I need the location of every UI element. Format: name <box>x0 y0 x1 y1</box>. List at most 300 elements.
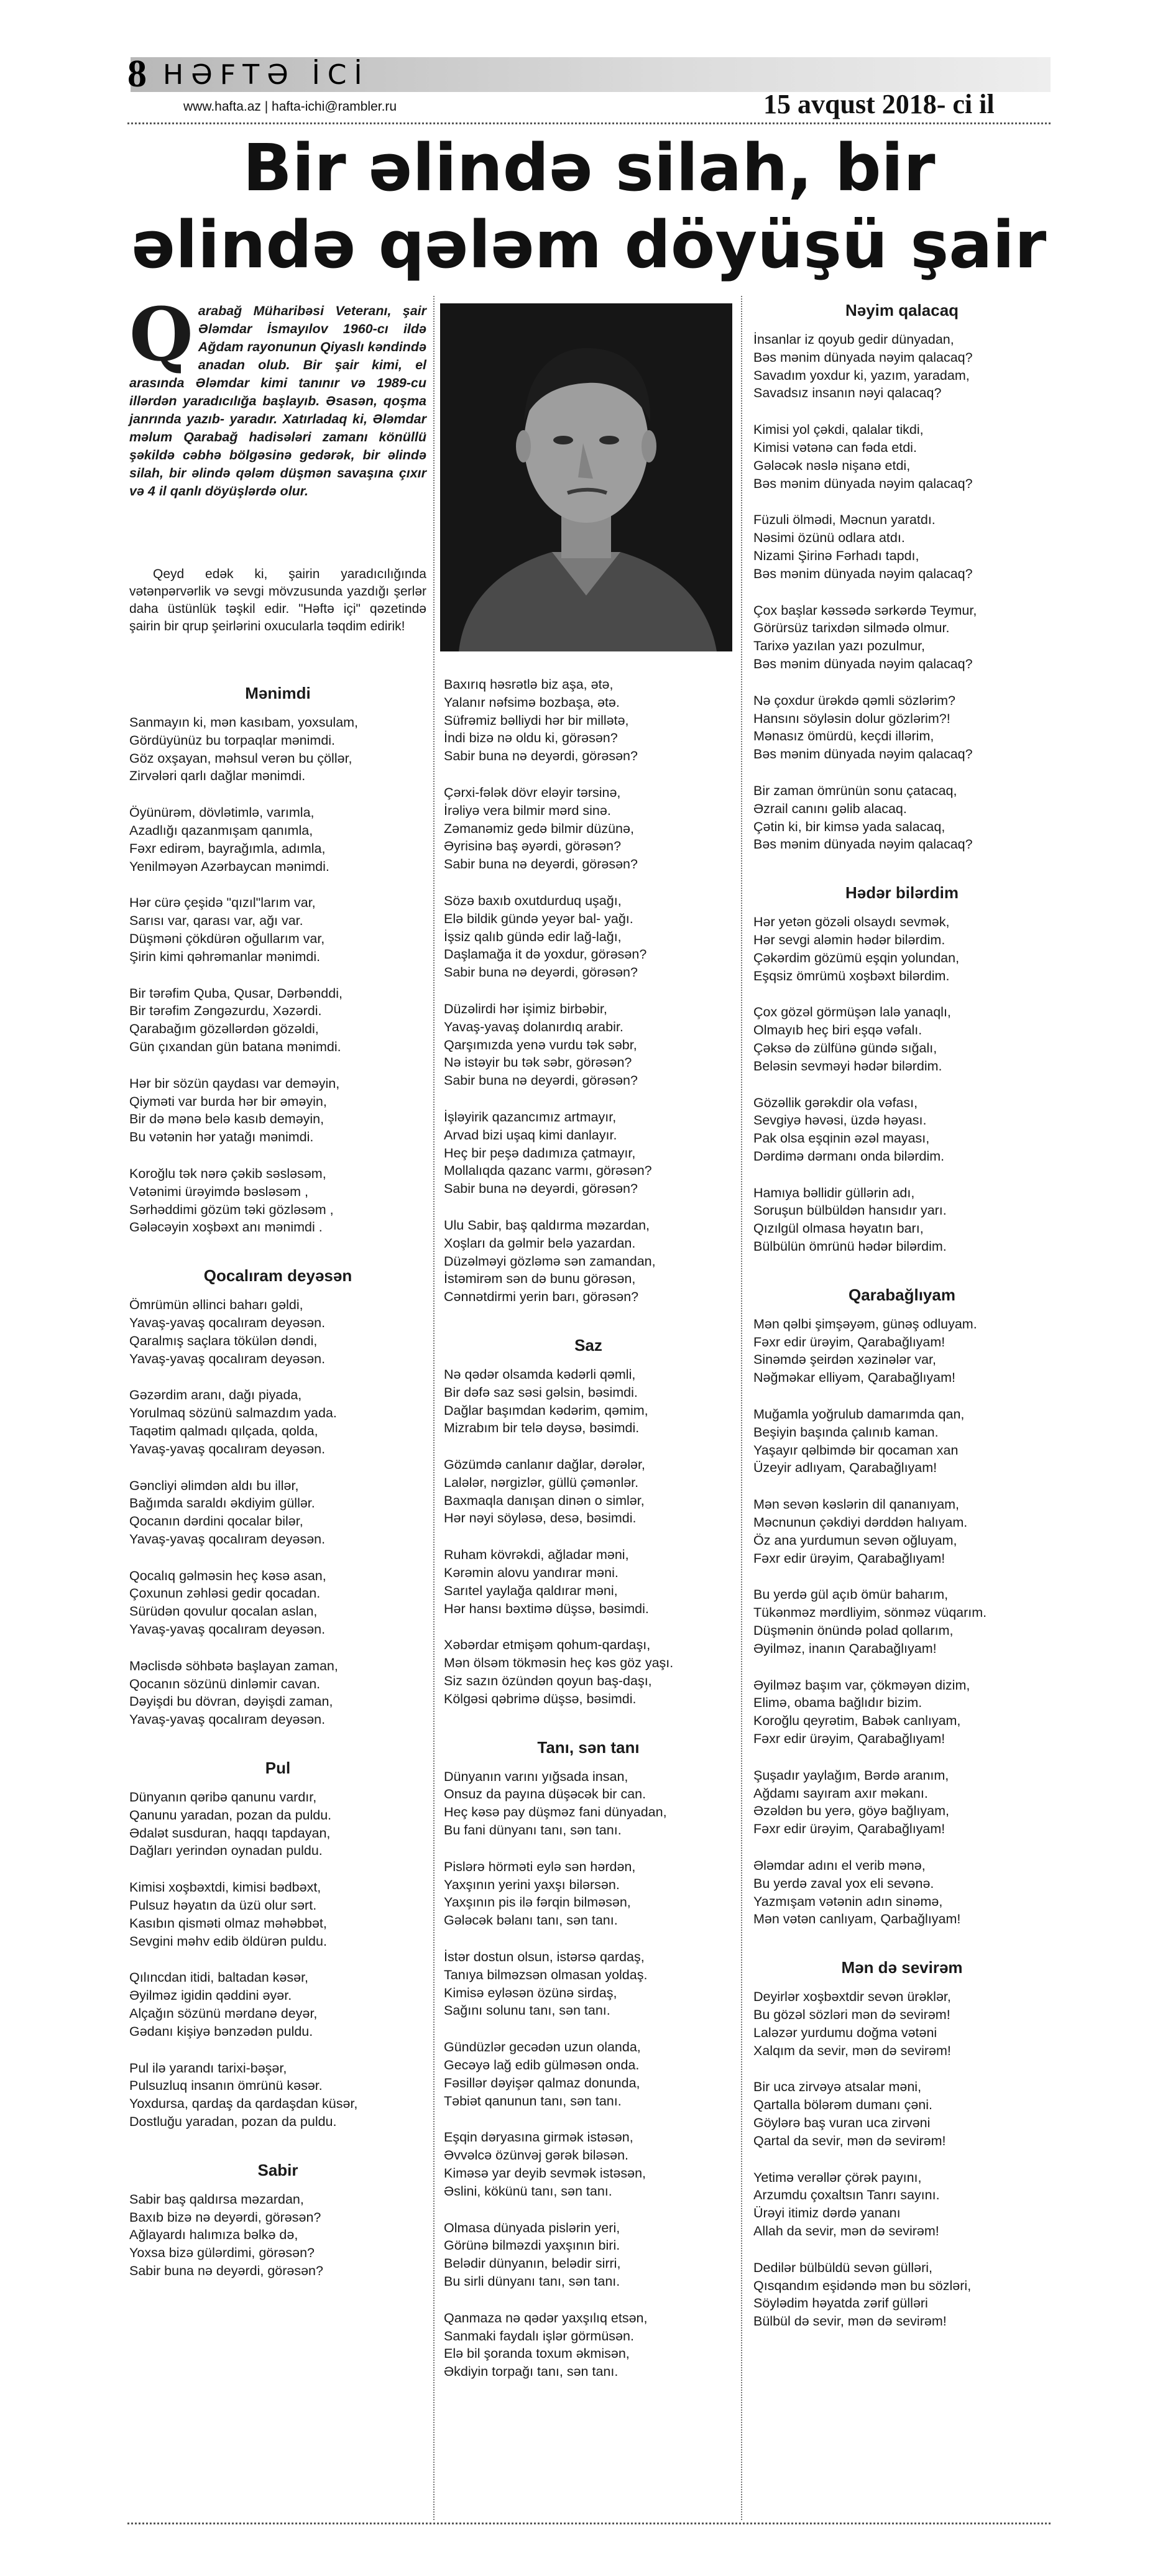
verse-line: Yaxşının pis ilə fərqin bilməsən, <box>444 1895 631 1910</box>
verse-line: İstər dostun olsun, istərsə qardaş, <box>444 1949 645 1965</box>
poem-gap <box>129 2131 426 2160</box>
stanza <box>129 1296 426 1368</box>
stanza <box>129 714 426 785</box>
stanza <box>444 2038 733 2110</box>
verse-line: Hər bir sözün qaydası var deməyin, <box>129 1075 340 1091</box>
verse-line: Yoxdursa, qardaş da qardaşdan küsər, <box>129 2096 358 2112</box>
verse-line: Hər hansı bəxtimə düşsə, bəsimdi. <box>444 1601 649 1616</box>
verse-line: Söylədim həyatda zərif gülləri <box>753 2296 928 2311</box>
poem-gap <box>129 1236 426 1265</box>
verse-line: Hamıya bəllidir güllərin adı, <box>753 1185 915 1200</box>
poem-title: Hədər bilərdim <box>845 883 959 903</box>
verse-line: Yetimə verəllər çörək payını, <box>753 2169 922 2185</box>
verse-line: Düşməni çökdürən oğullarım var, <box>129 931 325 946</box>
verse-line: Taqətim qalmadı qılçada, qolda, <box>129 1423 318 1438</box>
stanza <box>129 1657 426 1729</box>
verse-line: Qarabağım gözəllərdən gözəldi, <box>129 1021 319 1037</box>
verse-line: Çox gözəl görmüşən lalə yanaqlı, <box>753 1005 951 1020</box>
portrait-icon <box>440 303 732 651</box>
stanza <box>444 1768 733 1839</box>
verse-line: Baxırıq həsrətlə biz aşa, ətə, <box>444 677 614 692</box>
stanza <box>753 1496 1051 1567</box>
verse-line: Allah da sevir, mən də sevirəm! <box>753 2223 939 2238</box>
poem <box>129 2160 426 2280</box>
poem-gap <box>444 1708 733 1737</box>
stanza <box>129 1567 426 1639</box>
intro-text: arabağ Müharibəsi Veteranı, şair Ələmdar İsmayılov 1960-cı ildə Ağdam rayonunun Qiyaslı kəndində anadan olub. Bir şair kimi, el arasında Ələmdar kimi tanınır və 1989-cu illərdən yaradıcılığa başlayıb. Əsasən, qoşma janrında yazıb- yaradır. Xatırladaq ki, Ələmdar məlum Qarabağ hadisələri zamanı könüllü şəkildə cəbhə bölgəsinə gedərək, bir əlində silah, bir əlində qələm düşmən savaşına çıxır və 4 il qanlı döyüşlərdə olur. <box>129 303 426 499</box>
verse-line: Nə istəyir bu tək səbr, görəsən? <box>444 1055 632 1070</box>
verse-line: Pulsuz həyatın da üzü olur sərt. <box>129 1898 317 1913</box>
verse-line: Belədir dünyanın, belədir sirri, <box>444 2256 621 2271</box>
verse-line: Baxıb bizə nə deyərdi, görəsən? <box>129 2209 321 2225</box>
masthead: HƏFTƏ İCİ <box>163 59 370 91</box>
stanza <box>129 1788 426 1860</box>
verse-line: Sarıtel yaylağa qaldırar məni, <box>444 1583 618 1598</box>
verse-line: Ağdamı sayıram axır məkanı. <box>753 1785 928 1801</box>
stanza <box>753 1405 1051 1477</box>
verse-line: Şirin kimi qəhrəmanlar mənimdi. <box>129 949 321 964</box>
stanza <box>753 1586 1051 1657</box>
verse-line: Dəyişdi bu dövran, dəyişdi zaman, <box>129 1694 333 1709</box>
verse-line: Fəxr edir ürəyim, Qarabağlıyam! <box>753 1550 945 1566</box>
verse-line: Görürsüz tarixdən silmədə olmur. <box>753 620 950 636</box>
verse-line: Yaşayır qəlbimdə bir qocaman xan <box>753 1442 959 1458</box>
verse-line: Gördüyünüz bu torpaqlar mənimdi. <box>129 732 336 748</box>
verse-line: Dağları yerindən oynadan puldu. <box>129 1843 323 1859</box>
verse-line: Sevgiyə həvəsi, üzdə həyası. <box>753 1113 927 1128</box>
poem-gap <box>129 1729 426 1757</box>
poem-gap <box>753 853 1051 882</box>
verse-line: Ələmdar adını el verib mənə, <box>753 1858 926 1873</box>
verse-line: Yazmışam vətənin adın sinəmə, <box>753 1893 943 1909</box>
verse-line: Çərxi-fələk dövr eləyir tərsinə, <box>444 784 621 800</box>
verse-line: Əzəldən bu yerə, göyə bağlıyam, <box>753 1803 949 1819</box>
verse-line: Bəs mənim dünyada nəyim qalacaq? <box>753 747 973 762</box>
poem-gap <box>444 1306 733 1335</box>
verse-line: Çoxunun zəhləsi gedir qocadan. <box>129 1586 321 1601</box>
verse-line: Qılıncdan itidi, baltadan kəsər, <box>129 1970 309 1985</box>
verse-line: Bəs mənim dünyada nəyim qalacaq? <box>753 349 973 365</box>
verse-line: Ürəyi itimiz dərdə yananı <box>753 2206 901 2221</box>
verse-line: Muğamla yoğrulub damarımda qan, <box>753 1407 965 1422</box>
verse-line: Fəxr edirəm, bayrağımla, adımla, <box>129 840 326 856</box>
verse-line: Sabir buna nə deyərdi, görəsən? <box>444 857 638 872</box>
verse-line: Elə bil şoranda toxum əkmisən, <box>444 2346 630 2362</box>
verse-line: Tanıya bilməzsən olmasan yoldaş. <box>444 1967 648 1982</box>
verse-line: Düzəlməyi gözləmə sən zamandan, <box>444 1253 656 1269</box>
verse-line: Dağlar başımdan kədərim, qəmim, <box>444 1402 648 1418</box>
verse-line: Kasıbın qisməti olmaz məhəbbət, <box>129 1915 327 1931</box>
verse-line: Daşlamağa it də yoxdur, görəsən? <box>444 947 647 962</box>
issue-date: 15 avqust 2018- ci il <box>763 89 995 119</box>
verse-line: Çətin ki, bir kimsə yada salacaq, <box>753 819 945 834</box>
verse-line: Laləzər yurdumu doğma vətəni <box>753 2025 937 2040</box>
verse-line: Əvvəlcə özünvəj gərək biləsən. <box>444 2148 629 2163</box>
poem <box>753 1284 1051 1928</box>
verse-line: Dünyanın varını yığsada insan, <box>444 1769 628 1784</box>
verse-line: Savadım yoxdur ki, yazım, yaradam, <box>753 367 970 383</box>
poem-title: Pul <box>265 1759 291 1778</box>
stanza <box>753 2169 1051 2240</box>
stanza <box>753 602 1051 673</box>
verse-line: Bəs mənim dünyada nəyim qalacaq? <box>753 837 973 852</box>
verse-line: Görünə bilməzdi yaxşının biri. <box>444 2238 620 2253</box>
verse-line: Bir də mənə belə kasıb deməyin, <box>129 1111 324 1127</box>
verse-line: Mən sevən kəslərin dil qananıyam, <box>753 1497 960 1512</box>
verse-line: Mən qəlbi şimşəyəm, günəş odluyam. <box>753 1316 977 1332</box>
verse-line: İnsanlar iz qoyub gedir dünyadan, <box>753 332 954 347</box>
poem-title: Sabir <box>257 2160 298 2179</box>
verse-line: Alçağın sözünü mərdanə deyər, <box>129 2006 318 2022</box>
stanza <box>129 1075 426 1146</box>
stanza <box>444 676 733 765</box>
poem-gap <box>753 1928 1051 1957</box>
stanza <box>444 1000 733 1090</box>
verse-line: Arzumdu çoxaltsın Tanrı sayını. <box>753 2187 940 2203</box>
stanza <box>753 782 1051 853</box>
verse-line: Xoşları da gəlmir belə yazardan. <box>444 1235 636 1251</box>
verse-line: Yavaş-yavaş qocalıram deyəsən. <box>129 1441 326 1456</box>
verse-line: Əyilməz başım var, çökməyən dizim, <box>753 1677 970 1693</box>
verse-line: Qaralmış saçlara tökülən dəndi, <box>129 1333 318 1348</box>
verse-line: Çəkərdim gözümü eşqin yolundan, <box>753 950 960 965</box>
verse-line: Gədanı kişiyə bənzədən puldu. <box>129 2023 313 2039</box>
verse-line: Dərdimə dərmanı onda bilərdim. <box>753 1148 945 1164</box>
poem-title: Tanı, sən tanı <box>537 1737 640 1757</box>
verse-line: Bir uca zirvəyə atsalar məni, <box>753 2079 922 2095</box>
verse-line: Yavaş-yavaş qocalıram deyəsən. <box>129 1622 326 1637</box>
stanza <box>129 985 426 1056</box>
poem-gap <box>753 1256 1051 1284</box>
verse-line: Dünyanın qəribə qanunu vardır, <box>129 1790 317 1805</box>
stanza <box>444 2128 733 2200</box>
stanza <box>753 2259 1051 2330</box>
verse-line: Nəsimi özünü odlara atdı. <box>753 530 905 546</box>
stanza <box>444 1948 733 2020</box>
verse-line: Gündüzlər gecədən uzun olanda, <box>444 2040 641 2055</box>
stanza <box>444 1217 733 1306</box>
verse-line: Zəmanəmiz gedə bilmir düzünə, <box>444 821 634 836</box>
verse-line: Nə qədər olsamda kədərli qəmli, <box>444 1366 636 1382</box>
verse-line: Koroğlu qeyrətim, Babək canlıyam, <box>753 1713 961 1729</box>
verse-line: Əslini, kökünü tanı, sən tanı. <box>444 2183 612 2199</box>
verse-line: Kimisə eyləsən özünə sirdaş, <box>444 1985 617 2000</box>
verse-line: Yavaş-yavaş qocalıram deyəsən. <box>129 1351 326 1366</box>
verse-line: Gün çıxandan gün batana mənimdi. <box>129 1039 341 1054</box>
verse-line: Bülbül də sevir, mən də sevirəm! <box>753 2314 947 2329</box>
verse-line: Əyrisinə baş əyərdi, görəsən? <box>444 839 622 854</box>
editor-note: Qeyd edək ki, şairin yaradıcılığında vətənpərvərlik və sevgi mövzusunda yazdığı şerlər daha üstünlük təşkil edir. "Həftə içi" qəzetində şairin bir qrup şeirlərini oxucularla təqdim edirik! <box>129 567 426 633</box>
poem-title: Nəyim qalacaq <box>845 301 959 320</box>
verse-line: Tarixə yazılan yazı pozulmur, <box>753 638 926 654</box>
poem <box>129 683 426 1236</box>
verse-line: Hansını söyləsin dolur gözlərim?! <box>753 711 950 726</box>
verse-line: Xəbərdar etmişəm qohum-qardaşı, <box>444 1637 651 1653</box>
verse-line: Bir zaman ömrünün sonu çatacaq, <box>753 783 957 798</box>
verse-line: Üzeyir adlıyam, Qarabağlıyam! <box>753 1460 937 1476</box>
stanza <box>129 894 426 965</box>
poem-title: Mən də sevirəm <box>841 1958 963 1977</box>
verse-line: Bir tərəfim Quba, Qusar, Dərbənddi, <box>129 985 343 1001</box>
page-number: 8 <box>127 53 147 95</box>
verse-line: Sanmaki faydalı işlər görmüsən. <box>444 2328 634 2344</box>
headline-line-1: Bir əlində silah, bir <box>242 130 936 206</box>
verse-line: Sabir buna nə deyərdi, görəsən? <box>444 965 638 980</box>
verse-line: Bu fani dünyanı tanı, sən tanı. <box>444 1823 622 1838</box>
verse-line: Pislərə hörməti eylə sən hərdən, <box>444 1859 636 1874</box>
verse-line: Sərhəddimi gözüm təki gözləsəm , <box>129 1202 334 1217</box>
stanza <box>753 1767 1051 1838</box>
verse-line: Məclisdə söhbətə başlayan zaman, <box>129 1658 338 1673</box>
verse-line: Qısqandım eşidəndə mən bu sözləri, <box>753 2278 972 2293</box>
verse-line: Beləsin sevməyi hədər bilərdim. <box>753 1058 942 1074</box>
verse-line: Yavaş-yavaş dolanırdıq arabir. <box>444 1019 623 1034</box>
verse-line: Sağını solunu tanı, sən tanı. <box>444 2003 610 2018</box>
verse-line: Gözəllik gərəkdir ola vəfası, <box>753 1095 918 1110</box>
verse-line: Sabir buna nə deyərdi, görəsən? <box>444 748 638 764</box>
intro-paragraph <box>129 291 426 500</box>
verse-line: Siz sazın özündən qoyun baş-daşı, <box>444 1673 652 1689</box>
verse-line: Kimisi xoşbəxtdi, kimisi bədbəxt, <box>129 1880 321 1895</box>
verse-line: Nəğməkar elliyəm, Qarabağlıyam! <box>753 1370 956 1386</box>
author-portrait <box>440 303 732 651</box>
stanza <box>444 2309 733 2381</box>
stanza <box>444 892 733 982</box>
stanza <box>753 1857 1051 1928</box>
verse-line: Məcnunun çəkdiyi dərddən halıyam. <box>753 1515 968 1530</box>
verse-line: Elə bildik gündə yeyər bal- yağı. <box>444 911 633 926</box>
verse-line: Gəzərdim aranı, dağı piyada, <box>129 1387 302 1403</box>
verse-line: Öyünürəm, dövlətimlə, varımla, <box>129 805 315 821</box>
verse-line: İrəliyə vera bilmir mərd sinə. <box>444 803 611 818</box>
verse-line: Bu yerdə gül açıb ömür baharım, <box>753 1587 949 1603</box>
poem <box>129 1757 426 2131</box>
poem-title: Qocalıram deyəsən <box>203 1266 352 1286</box>
verse-line: Sabir baş qaldırsa məzardan, <box>129 2191 304 2207</box>
verse-line: Bəs mənim dünyada nəyim qalacaq? <box>753 656 973 671</box>
verse-line: Əyilməz, inanın Qarabağlıyam! <box>753 1640 937 1656</box>
verse-line: Gəncliyi əlimdən aldı bu illər, <box>129 1478 299 1493</box>
verse-line: Kölgəsi qəbrimə düşsə, bəsimdi. <box>444 1691 637 1706</box>
verse-line: Olmayıb heç biri eşqə vəfalı. <box>753 1023 922 1038</box>
poem <box>444 676 733 1306</box>
verse-line: Çəksə də zülfünə gündə sığalı, <box>753 1040 937 1056</box>
poem <box>129 1265 426 1729</box>
verse-line: Ağlayardı halımıza bəlkə də, <box>129 2227 298 2243</box>
verse-line: Şuşadır yaylağım, Bərdə aranım, <box>753 1767 949 1783</box>
verse-line: İndi bizə nə oldu ki, görəsən? <box>444 730 618 746</box>
stanza <box>444 1858 733 1930</box>
verse-line: Qızılgül olmasa həyatın barı, <box>753 1221 924 1236</box>
verse-line: Nizami Şirinə Fərhadı tapdı, <box>753 548 919 563</box>
stanza <box>129 1165 426 1236</box>
stanza <box>444 2219 733 2291</box>
verse-line: Bu sirli dünyanı tanı, sən tanı. <box>444 2273 620 2289</box>
bottom-divider <box>127 2523 1051 2524</box>
verse-line: Göz oxşayan, məhsul verən bu çöllər, <box>129 750 352 766</box>
stanza <box>753 1094 1051 1166</box>
verse-line: Xalqım da sevir, mən də sevirəm! <box>753 2043 951 2058</box>
verse-line: Pul ilə yarandı tarixi-bəşər, <box>129 2060 287 2076</box>
verse-line: Bu vətənin hər yatağı mənimdi. <box>129 1129 314 1145</box>
stanza <box>129 1386 426 1458</box>
verse-line: Dedilər bülbüldü sevən gülləri, <box>753 2260 933 2275</box>
stanza <box>444 1546 733 1617</box>
separator: | <box>264 99 272 114</box>
verse-line: Bülbülün ömrünü hədər bilərdim. <box>753 1239 947 1254</box>
verse-line: Elimə, obama bağlıdır bizim. <box>753 1695 922 1711</box>
stanza <box>753 1315 1051 1387</box>
verse-line: Qartal da sevir, mən də sevirəm! <box>753 2133 946 2148</box>
verse-line: Yoxsa bizə gülərdimi, görəsən? <box>129 2245 315 2261</box>
stanza <box>753 1184 1051 1256</box>
verse-line: Mən vətən canlıyam, Qarbağlıyam! <box>753 1911 961 1927</box>
poem <box>753 300 1051 853</box>
verse-line: Sabir buna nə deyərdi, görəsən? <box>129 2263 323 2278</box>
stanza <box>753 421 1051 492</box>
verse-line: Cənnətdirmi yerin barı, görəsən? <box>444 1289 639 1305</box>
verse-line: Gələcək nəslə nişanə etdi, <box>753 458 911 473</box>
verse-line: Yavaş-yavaş qocalıram deyəsən. <box>129 1315 326 1330</box>
column-rule-1 <box>433 296 435 2520</box>
stanza <box>129 2059 426 2131</box>
verse-line: Bir tərəfim Zəngəzurdu, Xəzərdi. <box>129 1003 322 1019</box>
poem-title: Qarabağlıyam <box>849 1285 955 1304</box>
verse-line: Füzuli ölmədi, Məcnun yaratdı. <box>753 512 936 528</box>
verse-line: Təbiət qanunun tanı, sən tanı. <box>444 2093 622 2109</box>
verse-line: Göylərə baş vuran uca zirvəni <box>753 2115 931 2130</box>
verse-line: Yalanır nəfsimə bozbaşa, ətə. <box>444 694 620 710</box>
verse-line: Qocanın dərdini qocalar bilər, <box>129 1514 303 1529</box>
stanza <box>753 331 1051 402</box>
stanza <box>753 913 1051 985</box>
verse-line: Mən ölsəm tökməsin heç kəs göz yaşı. <box>444 1655 674 1671</box>
verse-line: İstəmirəm sən də bunu görəsən, <box>444 1271 636 1287</box>
verse-line: Hər sevgi aləmin hədər bilərdim. <box>753 932 945 947</box>
verse-line: Deyirlər xoşbəxtdir sevən ürəklər, <box>753 1989 951 2005</box>
stanza <box>753 511 1051 582</box>
stanza <box>444 1108 733 1198</box>
column-1 <box>129 683 426 2280</box>
verse-line: Arvad bizi uşaq kimi danlayır. <box>444 1127 617 1143</box>
verse-line: Qiyməti var burda hər bir əməyin, <box>129 1093 327 1109</box>
verse-line: Gecəyə lağ edib gülməsən onda. <box>444 2058 640 2073</box>
column-rule-2 <box>741 296 742 2520</box>
top-divider <box>127 122 1051 124</box>
stanza <box>444 784 733 873</box>
verse-line: Qocalıq gəlməsin heç kəsə asan, <box>129 1568 326 1583</box>
verse-line: Qanunu yaradan, pozan da puldu. <box>129 1807 332 1823</box>
verse-line: Yorulmaq sözünü salmazdım yada. <box>129 1405 337 1421</box>
verse-line: Bağımda saraldı əkdiyim güllər. <box>129 1496 315 1511</box>
verse-line: Eşqsiz ömrümü xoşbəxt bilərdim. <box>753 968 950 983</box>
stanza <box>444 1366 733 1437</box>
verse-line: Nə çoxdur ürəkdə qəmli sözlərim? <box>753 692 956 708</box>
stanza <box>753 1003 1051 1075</box>
verse-line: Mollalıqda qazanc varmı, görəsən? <box>444 1163 652 1179</box>
stanza <box>129 2191 426 2280</box>
verse-line: Kimisi yol çəkdi, qalalar tikdi, <box>753 422 924 438</box>
verse-line: Zirvələri qarlı dağlar mənimdi. <box>129 768 306 784</box>
poem <box>753 882 1051 1256</box>
verse-line: Əyilməz igidin qəddini əyər. <box>129 1988 292 2003</box>
stanza <box>129 1879 426 1950</box>
stanza <box>444 1456 733 1527</box>
verse-line: Yenilməyən Azərbaycan mənimdi. <box>129 858 329 874</box>
verse-line: Heç bir peşə dadımıza çatmayır, <box>444 1145 636 1161</box>
stanza <box>444 1636 733 1708</box>
column-2 <box>444 676 733 2381</box>
stanza <box>129 1477 426 1548</box>
verse-line: Kərəmin alovu yandırar məni. <box>444 1565 619 1581</box>
verse-line: Eşqin dəryasına girmək istəsən, <box>444 2130 633 2145</box>
verse-line: Fəxr edir ürəyim, Qarabağlıyam! <box>753 1334 945 1350</box>
verse-line: Dostluğu yaradan, pozan da puldu. <box>129 2114 337 2130</box>
verse-line: Beşiyin başında çalınıb kaman. <box>753 1424 939 1440</box>
verse-line: Bəs mənim dünyada nəyim qalacaq? <box>753 566 973 581</box>
verse-line: Olmasa dünyada pislərin yeri, <box>444 2220 620 2235</box>
verse-line: Qarşımızda yenə vurdu tək səbr, <box>444 1037 637 1052</box>
email-link[interactable]: hafta-ichi@rambler.ru <box>272 99 397 114</box>
site-link[interactable]: www.hafta.az <box>183 99 261 114</box>
verse-line: Çox başlar kəssədə sərkərdə Teymur, <box>753 602 977 618</box>
verse-line: Fəsillər dəyişər qalmaz donunda, <box>444 2075 640 2091</box>
verse-line: Sürüdən qovulur qocalan aslan, <box>129 1604 318 1619</box>
verse-line: Əzrail canını gəlib alacaq. <box>753 801 907 816</box>
verse-line: Qanmaza nə qədər yaxşılıq etsən, <box>444 2310 648 2325</box>
verse-line: Azadlığı qazanmışam qanımla, <box>129 822 313 838</box>
verse-line: Vətənimi ürəyimdə bəsləsəm , <box>129 1184 308 1199</box>
verse-line: Baxmaqla danışan dinən o simlər, <box>444 1493 645 1508</box>
verse-line: Gələcək bəlanı tanı, sən tanı. <box>444 1913 618 1928</box>
verse-line: Bəs mənim dünyada nəyim qalacaq? <box>753 476 973 491</box>
verse-line: Koroğlu tək nərə çəkib səsləsəm, <box>129 1166 326 1181</box>
stanza <box>753 1988 1051 2059</box>
verse-line: Heç kəsə pay düşməz fani dünyadan, <box>444 1805 667 1820</box>
verse-line: Fəxr edir ürəyim, Qarabağlıyam! <box>753 1731 945 1747</box>
verse-line: Qocanın sözünü dinləmir cavan. <box>129 1676 321 1691</box>
stanza <box>753 692 1051 763</box>
verse-line: Ömrümün əllinci baharı gəldi, <box>129 1297 303 1313</box>
verse-line: Sinəmdə şeirdən xəzinələr var, <box>753 1352 936 1368</box>
verse-line: Bir dəfə saz səsi gəlsin, bəsimdi. <box>444 1384 638 1400</box>
verse-line: Sözə baxıb oxutdurduq uşağı, <box>444 893 622 908</box>
verse-line: Onsuz da payına düşəcək bir can. <box>444 1787 646 1802</box>
poem <box>444 1737 733 2381</box>
verse-line: Sanmayın ki, mən kasıbam, yoxsulam, <box>129 715 359 730</box>
stanza <box>753 2078 1051 2150</box>
poem-title: Saz <box>574 1335 602 1355</box>
verse-line: Ədalət susduran, haqqı tapdayan, <box>129 1825 331 1841</box>
contact-line <box>183 99 397 114</box>
verse-line: Gözümdə canlanır dağlar, dərələr, <box>444 1457 645 1473</box>
verse-line: Öz ana yurdumun sevən oğluyam, <box>753 1532 957 1548</box>
verse-line: Hər cürə çeşidə "qızıl"larım var, <box>129 895 316 911</box>
verse-line: İşsiz qalıb gündə edir lağ-lağı, <box>444 929 622 944</box>
verse-line: Süfrəmiz bəlliydi hər bir millətə, <box>444 712 629 728</box>
stanza <box>129 1969 426 2040</box>
column-3 <box>753 300 1051 2330</box>
verse-line: Soruşun bülbüldən hansıdır yarı. <box>753 1203 947 1218</box>
verse-line: Pak olsa eşqinin əzəl mayası, <box>753 1131 930 1146</box>
verse-line: Lalələr, nərgizlər, güllü çəmənlər. <box>444 1474 639 1490</box>
headline-line-2: əlində qələm döyüşü şair <box>131 207 1047 283</box>
poem <box>753 1957 1051 2330</box>
verse-line: Yavaş-yavaş qocalıram deyəsən. <box>129 1712 326 1727</box>
verse-line: Sabir buna nə deyərdi, görəsən? <box>444 1181 638 1197</box>
verse-line: Bu yerdə zaval yox eli sevənə. <box>753 1875 934 1891</box>
verse-line: Kimisi vətənə can fəda etdi. <box>753 439 917 455</box>
